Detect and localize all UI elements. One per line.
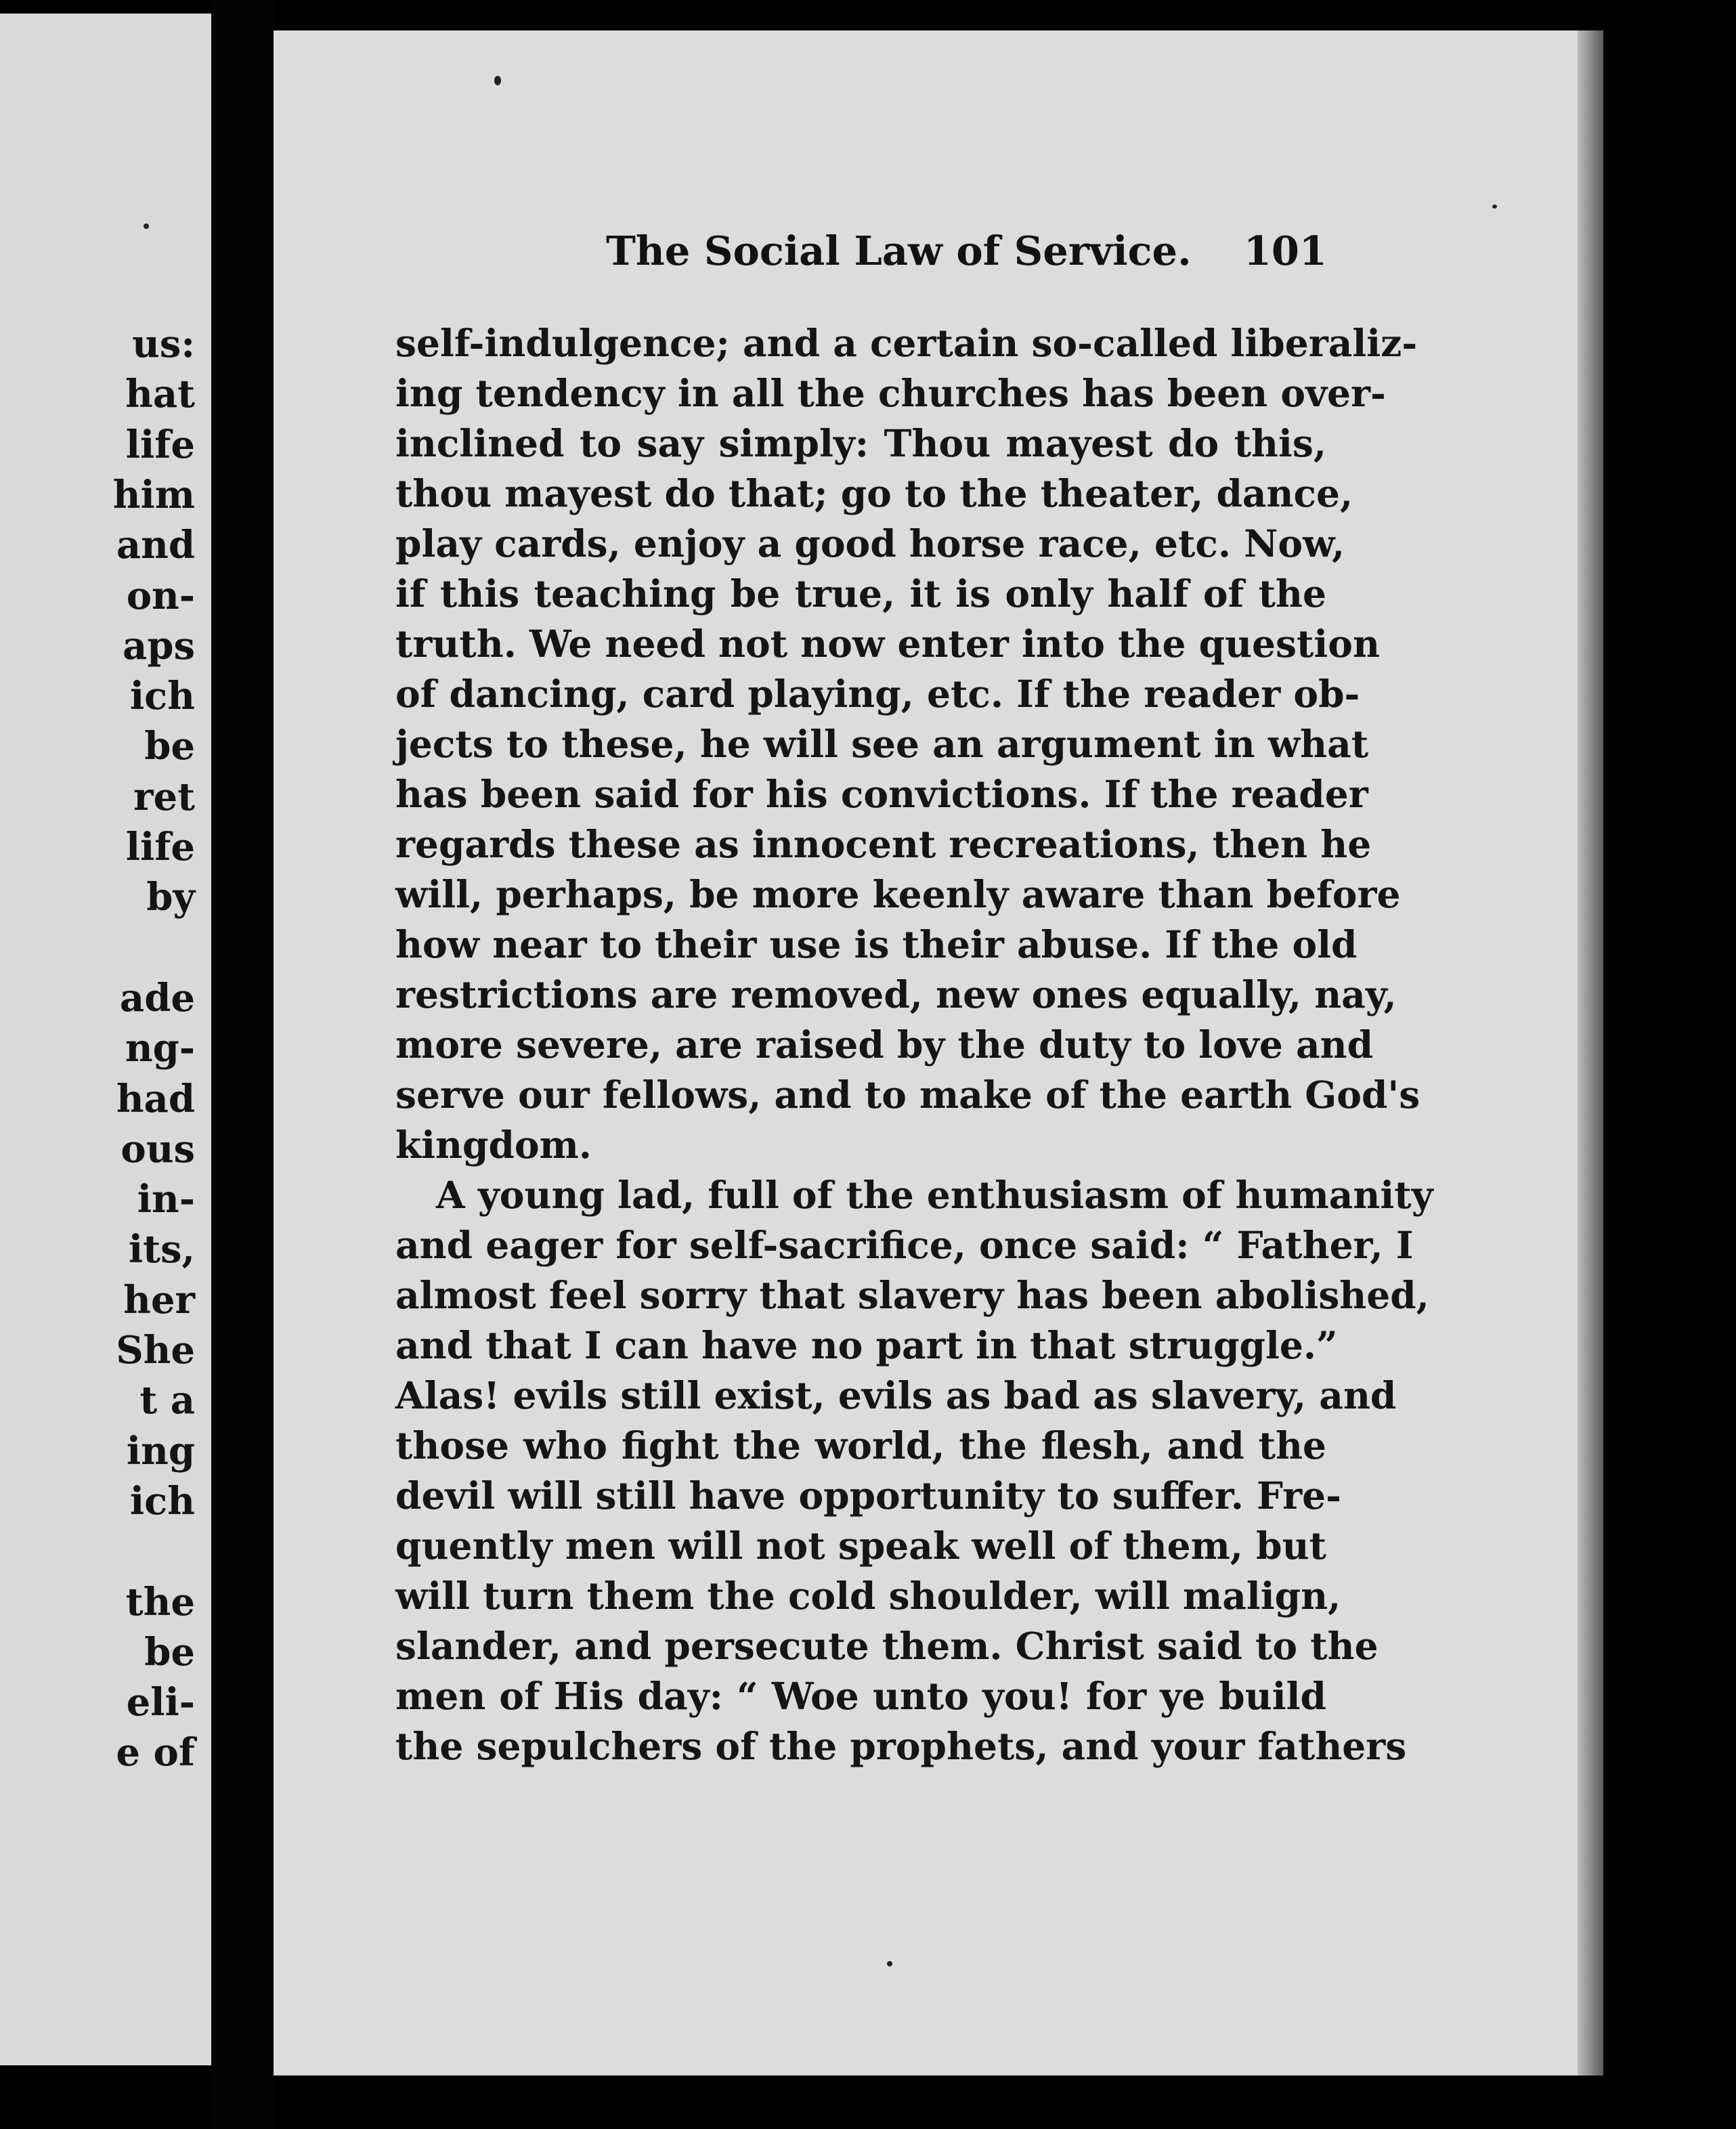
- left-page-fragment: ret: [133, 774, 195, 819]
- text-line: and eager for self-sacrifice, once said: “ Father, I: [395, 1223, 1414, 1267]
- left-page-fragment: by: [146, 875, 195, 920]
- text-line: thou mayest do that; go to the theater, dance,: [395, 471, 1353, 515]
- left-page-text-fragments: [0, 14, 211, 2065]
- text-line: has been said for his convictions. If the reader: [395, 772, 1368, 816]
- left-page-fragment: the: [125, 1579, 195, 1625]
- body-text: [395, 318, 1433, 1771]
- left-page-fragment: hat: [125, 372, 195, 417]
- left-page-fragment: be: [144, 1629, 195, 1675]
- text-line: ing tendency in all the churches has been over-: [395, 371, 1386, 415]
- running-head: [606, 228, 1327, 282]
- text-line: A young lad, full of the enthusiasm of humanity: [436, 1173, 1433, 1217]
- print-speck: [494, 76, 501, 85]
- left-page-fragment: us:: [132, 322, 195, 366]
- text-line: will turn them the cold shoulder, will malign,: [395, 1574, 1341, 1618]
- left-page-fragment: ich: [129, 1478, 195, 1524]
- left-page-fragment: had: [116, 1076, 195, 1121]
- running-head-title: The Social Law of Service.: [606, 228, 1192, 274]
- left-page-fragment: ing: [126, 1428, 195, 1474]
- text-line: of dancing, card playing, etc. If the reader ob-: [395, 672, 1360, 716]
- left-page-fragment: She: [116, 1328, 195, 1373]
- text-line: if this teaching be true, it is only half of the: [395, 572, 1326, 616]
- text-line: slander, and persecute them. Christ said to the: [395, 1624, 1379, 1668]
- left-page-fragment: be: [144, 724, 195, 769]
- paragraph: [395, 1170, 1433, 1771]
- paragraph: [395, 318, 1420, 1170]
- left-page-fragment: ous: [121, 1126, 195, 1171]
- page-edge-shadow: [1578, 30, 1603, 2076]
- text-line: those who fight the world, the flesh, and the: [395, 1423, 1326, 1467]
- text-line: serve our fellows, and to make of the earth God's: [395, 1073, 1420, 1117]
- text-line: play cards, enjoy a good horse race, etc. Now,: [395, 521, 1345, 565]
- text-line: men of His day: “ Woe unto you! for ye build: [395, 1674, 1326, 1718]
- text-line: devil will still have opportunity to suffer. Fre-: [395, 1474, 1341, 1518]
- left-page-fragment: and: [116, 523, 195, 568]
- text-line: truth. We need not now enter into the question: [395, 622, 1380, 666]
- text-line: the sepulchers of the prophets, and your fathers: [395, 1724, 1407, 1768]
- page-number: 101: [1243, 228, 1327, 274]
- text-line: quently men will not speak well of them, but: [395, 1524, 1326, 1568]
- text-line: almost feel sorry that slavery has been abolished,: [395, 1273, 1429, 1317]
- left-page-fragment: eli-: [126, 1680, 195, 1725]
- text-line: regards these as innocent recreations, then he: [395, 822, 1372, 866]
- text-line: restrictions are removed, new ones equally, nay,: [395, 972, 1397, 1016]
- text-line: jects to these, he will see an argument in what: [395, 722, 1369, 766]
- left-page-fragment: its,: [128, 1227, 195, 1272]
- print-speck: [1492, 205, 1497, 209]
- text-line: how near to their use is their abuse. If the old: [395, 922, 1358, 966]
- text-line: more severe, are raised by the duty to love and: [395, 1023, 1374, 1067]
- left-page-fragment: in-: [137, 1177, 195, 1222]
- left-page-fragment: aps: [123, 623, 195, 668]
- left-page-fragment: life: [125, 825, 195, 869]
- book-gutter: [211, 0, 274, 2129]
- left-page-fragment: t a: [139, 1378, 195, 1423]
- left-page-fragment: ich: [129, 674, 195, 719]
- text-line: and that I can have no part in that struggle.”: [395, 1323, 1338, 1367]
- left-page-fragment: ade: [119, 975, 195, 1020]
- print-speck: [887, 1961, 892, 1966]
- text-line: will, perhaps, be more keenly aware than before: [395, 872, 1401, 916]
- left-page-fragment: e of: [116, 1730, 195, 1776]
- print-speck: [144, 223, 149, 229]
- text-line: Alas! evils still exist, evils as bad as slavery, and: [395, 1373, 1397, 1417]
- left-page: [0, 14, 211, 2065]
- left-page-fragment: ng-: [125, 1026, 195, 1071]
- left-page-fragment: life: [125, 422, 195, 467]
- left-page-fragment: him: [112, 472, 195, 517]
- text-line: self-indulgence; and a certain so-called liberaliz-: [395, 321, 1418, 365]
- text-line: kingdom.: [395, 1123, 592, 1167]
- left-page-fragment: on-: [126, 573, 195, 618]
- left-page-fragment: her: [123, 1277, 195, 1322]
- text-line: inclined to say simply: Thou mayest do this,: [395, 421, 1326, 465]
